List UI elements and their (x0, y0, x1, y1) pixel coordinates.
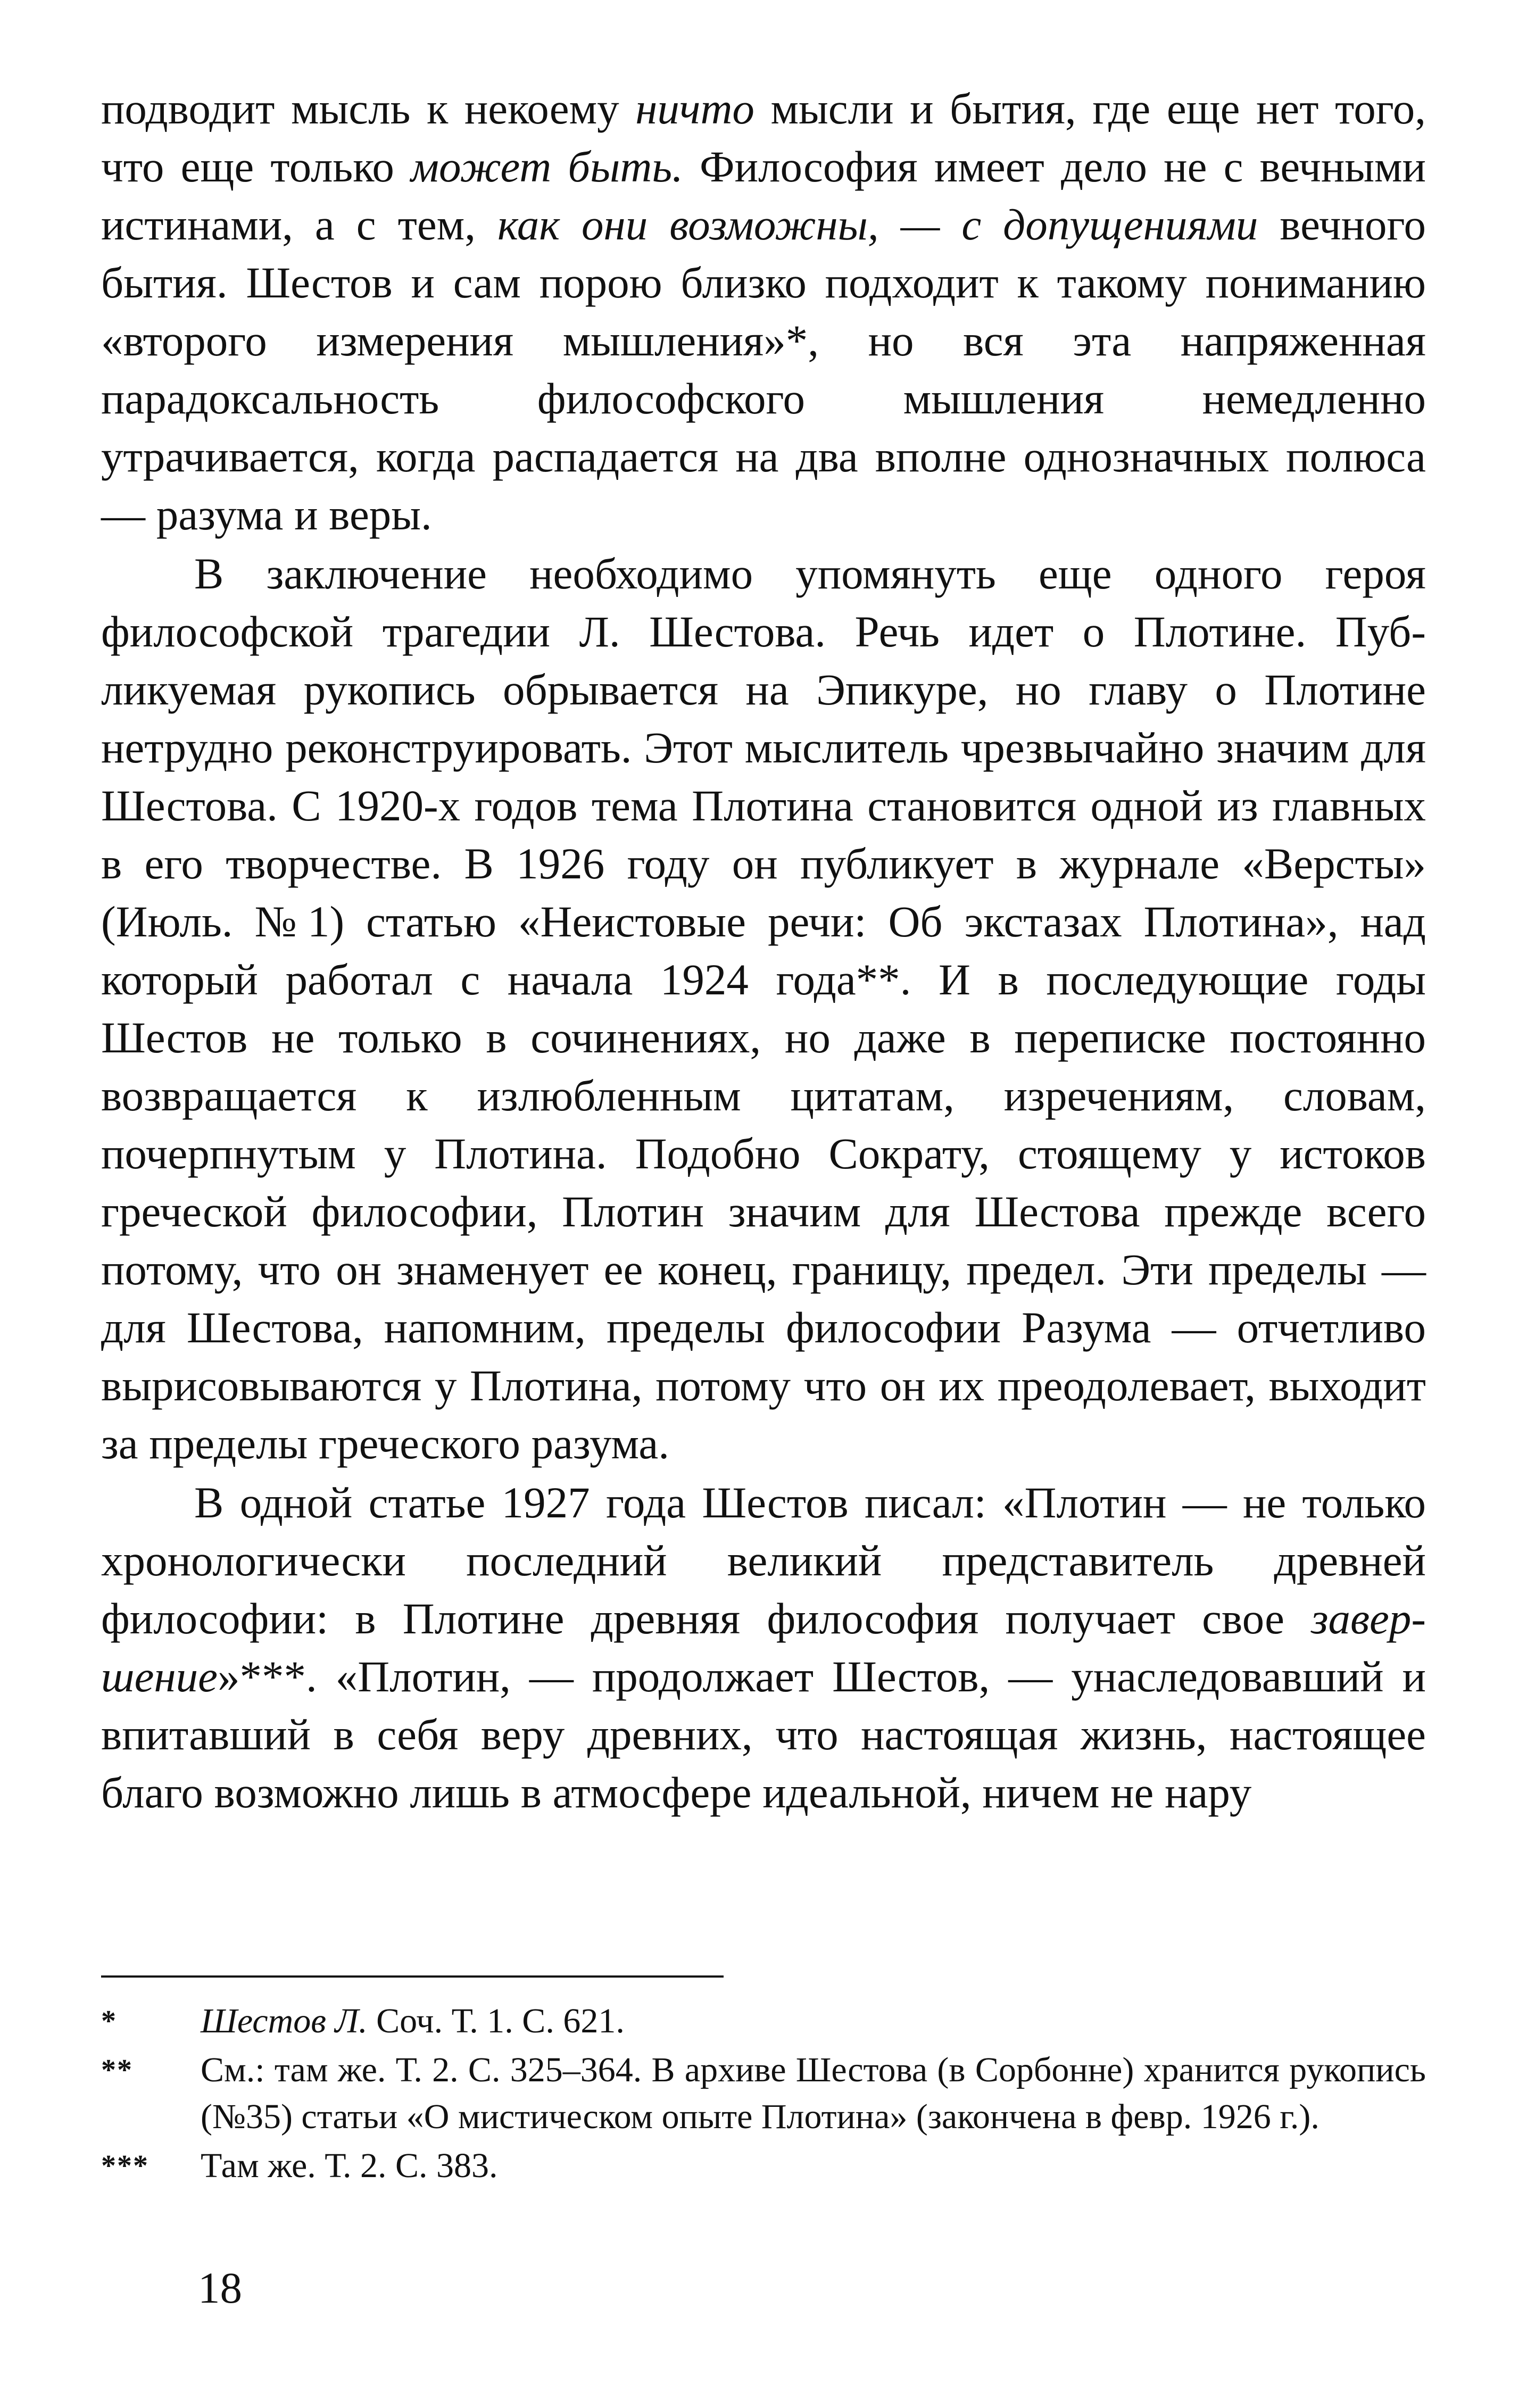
emphasis-text: ничто (635, 84, 754, 133)
text-run: »***. «Плотин, — продолжает Шестов, — унаследовавший и впитавший в себя веру древних, что настоящая жизнь, настоящее благо возможно лишь в атмосфере идеальной, ничем не нару (101, 1652, 1426, 1817)
text-run: Соч. Т. 1. С. 621. (367, 2002, 625, 2040)
text-run: См.: там же. Т. 2. С. 325–364. В архиве Шестова (в Сорбонне) хранится рукопись (№35) статьи «О мистическом опыте Плотина» (закончена в февр. 1926 г.). (201, 2050, 1426, 2136)
main-text (101, 80, 1426, 1822)
footnote-text (201, 2146, 498, 2185)
footnote-text (201, 2050, 1426, 2136)
paragraph (101, 545, 1426, 1473)
footnote (101, 1998, 1426, 2045)
text-run: В одной статье 1927 года Шестов писал: «Плотин — не только хронологически последний великий представитель древней философии: в Плотине древняя философия получает свое (101, 1478, 1426, 1643)
footnotes (101, 1998, 1426, 2191)
footnote-mark: * (101, 2005, 117, 2038)
paragraph (101, 1474, 1426, 1822)
footnote-mark: ** (101, 2054, 133, 2087)
footnote-mark: *** (101, 2149, 149, 2182)
paragraph (101, 80, 1426, 544)
footnote (101, 2143, 1426, 2189)
text-run: подводит мысль к некоему (101, 84, 636, 133)
footnote-divider (101, 1975, 724, 1978)
emphasis-text: завершение (101, 1594, 1426, 1701)
footnote-text (201, 2002, 625, 2040)
text-run: мысли и бытия, где еще нет того, что еще только (101, 84, 1426, 191)
emphasis-text: может быть. (411, 142, 683, 191)
page-number: 18 (198, 2263, 242, 2312)
text-run: В заключение необходимо упомянуть еще одного героя философской трагедии Л. Шестова. Речь идет о Плотине. Публикуемая рукопись обрывается на Эпикуре, но главу о Плотине нетрудно реконструировать. Этот мыслитель чрезвычайно значим для Шестова. С 1920-х годов тема Плотина становится одной из главных в его творчестве. В 1926 году он публикует в журнале «Версты» (Июль. №1) статью «Неистовые речи: Об экстазах Плотина», над который работал с начала 1924 года**. И в последующие годы Шестов не только в сочинениях, но даже в переписке постоянно возвращается к излюбленным цитатам, изречениям, словам, почерпнутым у Плотина. Подобно Сократу, стоящему у истоков греческой философии, Плотин значим для Шестова прежде всего потому, что он знаменует ее конец, границу, предел. Эти пределы — для Шестова, напомним, пределы философии Разума — отчетливо вырисовываются у Плотина, потому что он их преодолевает, выходит за пределы греческого разума. (101, 549, 1426, 1468)
text-run: вечного бытия. Шестов и сам порою близко подходит к такому пониманию «второго измерения мышления»*, но вся эта напряженная парадоксальность философского мышления немедленно утрачивается, когда распадается на два вполне однозначных полюса — разума и веры. (101, 200, 1426, 539)
emphasis-text: как они возможны, — с допущениями (497, 200, 1258, 249)
footnote (101, 2047, 1426, 2140)
text-run: Философия имеет дело не с вечными истинами, а с тем, (101, 142, 1426, 249)
emphasis-text: Шестов Л. (201, 2002, 368, 2040)
text-run: Там же. Т. 2. С. 383. (201, 2146, 498, 2185)
